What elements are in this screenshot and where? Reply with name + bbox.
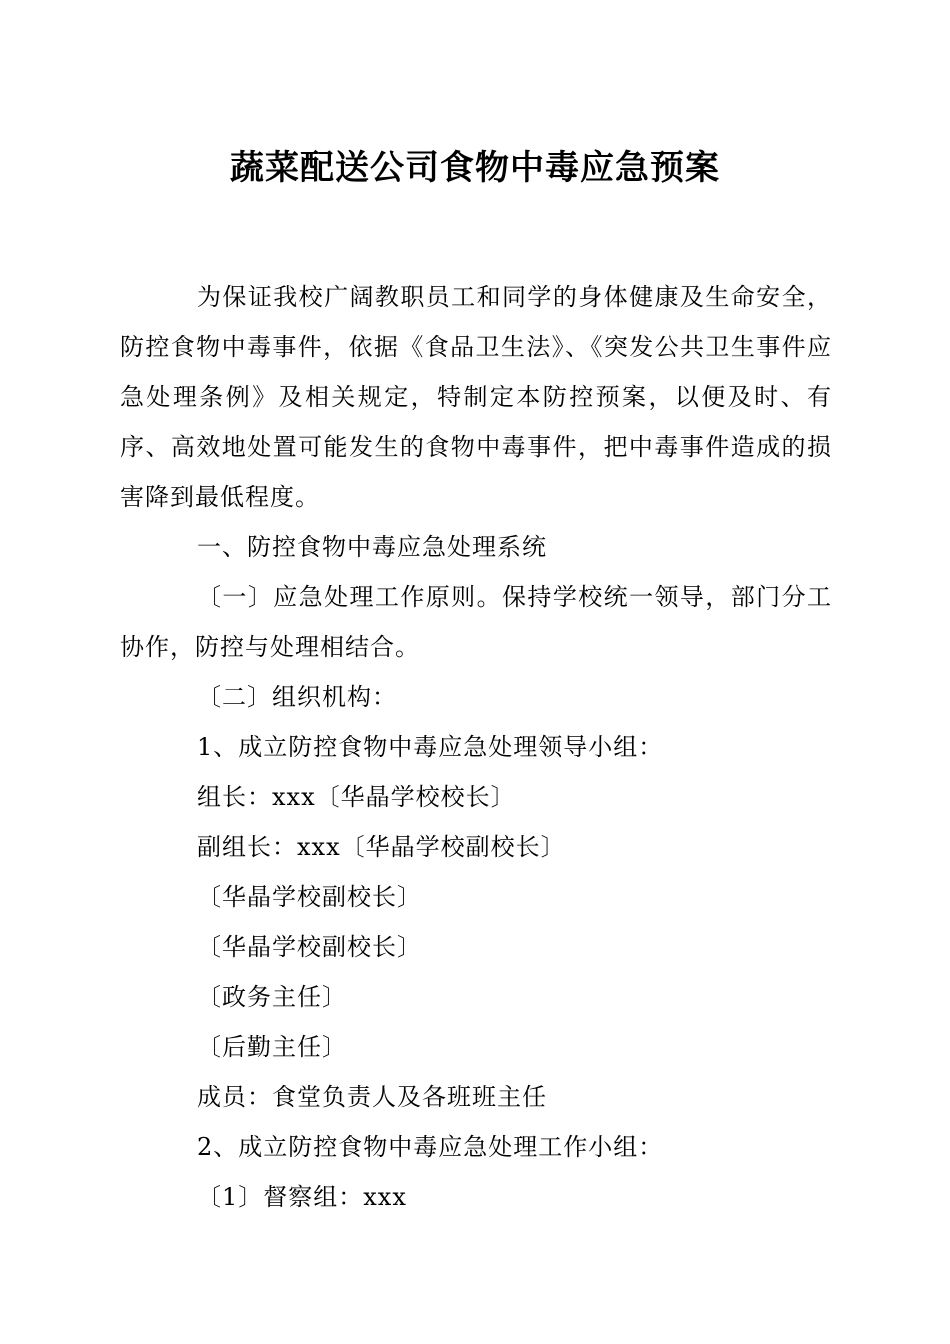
document-body: [120, 272, 832, 1222]
section-heading: 一、防控食物中毒应急处理系统: [197, 533, 547, 561]
intro-paragraph: 为保证我校广阔教职员工和同学的身体健康及生命安全，防控食物中毒事件，依据《食品卫生法》、《突发公共卫生事件应急处理条例》及相关规定，特制定本防控预案，以便及时、有序、高效地处置可能发生的食物中毒事件，把中毒事件造成的损害降到最低程度。: [120, 283, 832, 511]
deputy-leader-line: 副组长：xxx〔华晶学校副校长〕: [197, 833, 566, 861]
members-line: 成员：食堂负责人及各班班主任: [197, 1083, 547, 1111]
deputy-principal-line-1: 〔华晶学校副校长〕: [197, 883, 422, 911]
deputy-principal-line-2: 〔华晶学校副校长〕: [197, 933, 422, 961]
affairs-director-line: 〔政务主任〕: [197, 983, 347, 1011]
logistics-director-line: 〔后勤主任〕: [197, 1033, 347, 1061]
inspection-group-line: 〔1〕督察组：xxx: [197, 1183, 407, 1211]
leadership-group-heading: 1、成立防控食物中毒应急处理领导小组：: [197, 733, 664, 761]
work-group-heading: 2、成立防控食物中毒应急处理工作小组：: [197, 1133, 664, 1161]
document-title: 蔬菜配送公司食物中毒应急预案: [230, 148, 720, 188]
principle-paragraph: 〔一〕应急处理工作原则。保持学校统一领导，部门分工协作，防控与处理相结合。: [120, 583, 832, 661]
organization-heading: 〔二〕组织机构：: [197, 683, 397, 711]
group-leader-line: 组长：xxx〔华晶学校校长〕: [197, 783, 516, 811]
